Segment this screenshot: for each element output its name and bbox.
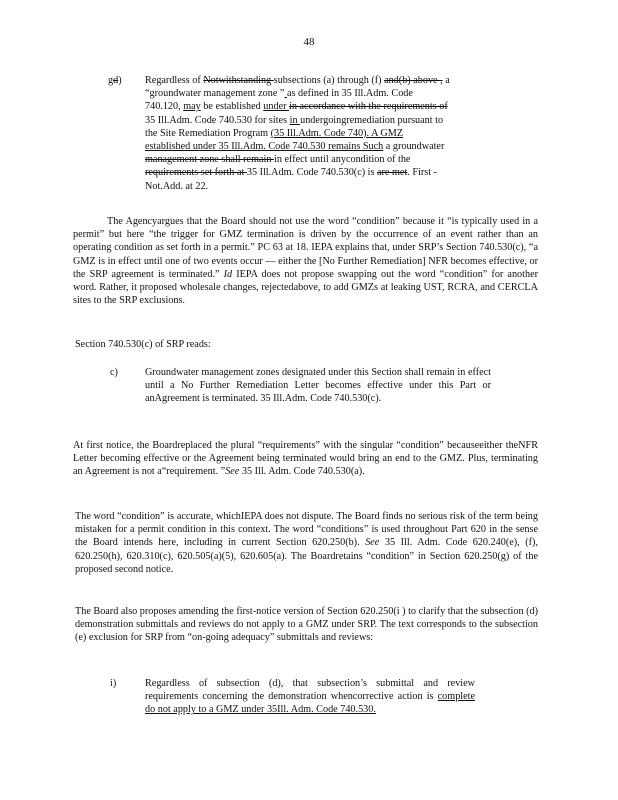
gd-struck-are-met: are met (377, 167, 408, 179)
para4-text-a: The word “condition” is accurate, whichIEPA does not dispute. The Board finds no serious risk of the term being mistaken for a permit condition in this context. The word “conditions” is used throughout Part 620 in the sense the Board intends here, including in current Section 620.250(b). (75, 511, 538, 549)
gd-text-22: in effect until anycondition of the (274, 154, 411, 166)
paragraph-section-reads: Section 740.530(c) of SRP reads: (75, 339, 211, 350)
gd-text-27: Not.Add. at 22. (145, 180, 209, 192)
para3-see-cite: See (225, 466, 240, 478)
item-gd-text (145, 74, 503, 193)
gd-text-6: “groundwater management zone ” (145, 88, 285, 100)
gd-text-20: a groundwater (383, 141, 445, 153)
gd-text-14: 35 Ill.Adm. Code 740.530 for sites (145, 114, 290, 126)
para1-text-a: The Agencyargues that the Board should not use the word “condition” because it “is typically used in a permit” but here “the trigger for GMZ termination is driven by the occurrence of an event rather than an operating condition as set forth in a permit.” PC 63 at 18. IEPA explains that, under SRP’s Section 740.530(c), “a GMZ is in effect until one of two events occur — either the [No Further Remediation] NFR becomes effective, or the SRP agreement is terminated.” (73, 216, 538, 280)
gd-under-in: in (289, 114, 301, 126)
paragraph-agency-argues (73, 215, 538, 307)
item-i-text-underlined: complete do not apply to a GMZ under 35Ill. Adm. Code 740.530. (145, 691, 475, 716)
gd-struck-requirements: requirements set forth at (145, 167, 247, 179)
item-gd-label (108, 74, 122, 87)
gd-text-9: 740.120, (145, 101, 184, 113)
gd-under-under: under (263, 101, 290, 113)
item-i-text-plain: Regardless of subsection (d), that subsection’s submittal and review requirements concerning the demonstration whencorrective action is (145, 678, 475, 703)
gd-text-16: undergoingremediation pursuant to (300, 114, 444, 126)
para4-see-cite: See (365, 537, 380, 549)
para3-text-a: At first notice, the Boardreplaced the plural “requirements” with the singular “condition” becauseeither theNFR Letter becoming effective or the Agreement being terminated would bring an end to the GMZ. Plus, terminating an Agreement is not a“requirement. ” (73, 440, 538, 478)
paragraph-word-condition (75, 510, 538, 576)
paragraph-board-proposes: The Board also proposes amending the first-notice version of Section 620.250(i ) to clarify that the subsection (d) demonstration submittals and reviews do not apply to a GMZ under SRP. The text corresponds to the subsection (e) exclusion for SRP from “on-going adequacy” submittals and reviews: (75, 606, 538, 644)
gd-text-5: a (442, 75, 450, 86)
gd-under-35-ill: (35 Ill.Adm. Code 740). A GMZ (270, 127, 404, 139)
item-c-text: Groundwater management zones designated under this Section shall remain in effect until a No Further Remediation Letter becomes effective under this Part or anAgreement is terminated. 35 Ill.Adm. Code 740.530(c). (145, 367, 491, 405)
para3-text-b: 35 Ill. Adm. Code 740.530(a). (239, 466, 365, 478)
item-i-label: i) (110, 678, 117, 689)
item-gd-label-paren: ) (118, 75, 122, 86)
item-gd-label-new: g (108, 75, 114, 86)
gd-text-8: as defined in 35 Ill.Adm. Code (287, 88, 413, 100)
gd-under-may: may (183, 101, 201, 113)
para4-text-b: 35 Ill. Adm. Code 620.240(e), (f), 620.250(h), 620.310(c), 620.505(a)(5), 620.605(a). The Boardretains “condition” in Section 620.250(g) of the proposed second notice. (75, 537, 538, 575)
page-number: 48 (303, 36, 315, 48)
gd-text-24: 35 Ill.Adm. Code 740.530(c) is (246, 167, 378, 179)
gd-struck-management-zone: management zone shall remain (145, 154, 274, 166)
gd-struck-in-accordance: in accordance with the requirements of (289, 101, 448, 113)
para1-id-cite: Id (223, 268, 233, 280)
gd-text-26: . First - (407, 167, 437, 179)
gd-text-17: the Site Remediation Program (145, 127, 271, 139)
item-gd-label-old: d (113, 75, 119, 86)
para1-text-b: IEPA does not propose swapping out the word “condition” for another word. Rather, it proposed wholesale changes, rejectedabove, to add GMZs at leaking UST, RCRA, and CERCLA sites to the SRP exclusions. (73, 268, 538, 307)
gd-text-11: be established (200, 101, 264, 113)
gd-struck-and-b: and(b) above , (384, 75, 443, 86)
item-i-text (145, 677, 475, 717)
paragraph-first-notice (73, 439, 538, 479)
gd-under-established: established under 35 Ill.Adm. Code 740.530 remains Such (145, 141, 384, 153)
gd-text-1: Regardless of (145, 75, 204, 86)
gd-text-3: subsections (a) through (f) (273, 75, 385, 86)
item-c-label: c) (110, 367, 118, 378)
gd-struck-notwithstanding: Notwithstanding (203, 75, 274, 86)
